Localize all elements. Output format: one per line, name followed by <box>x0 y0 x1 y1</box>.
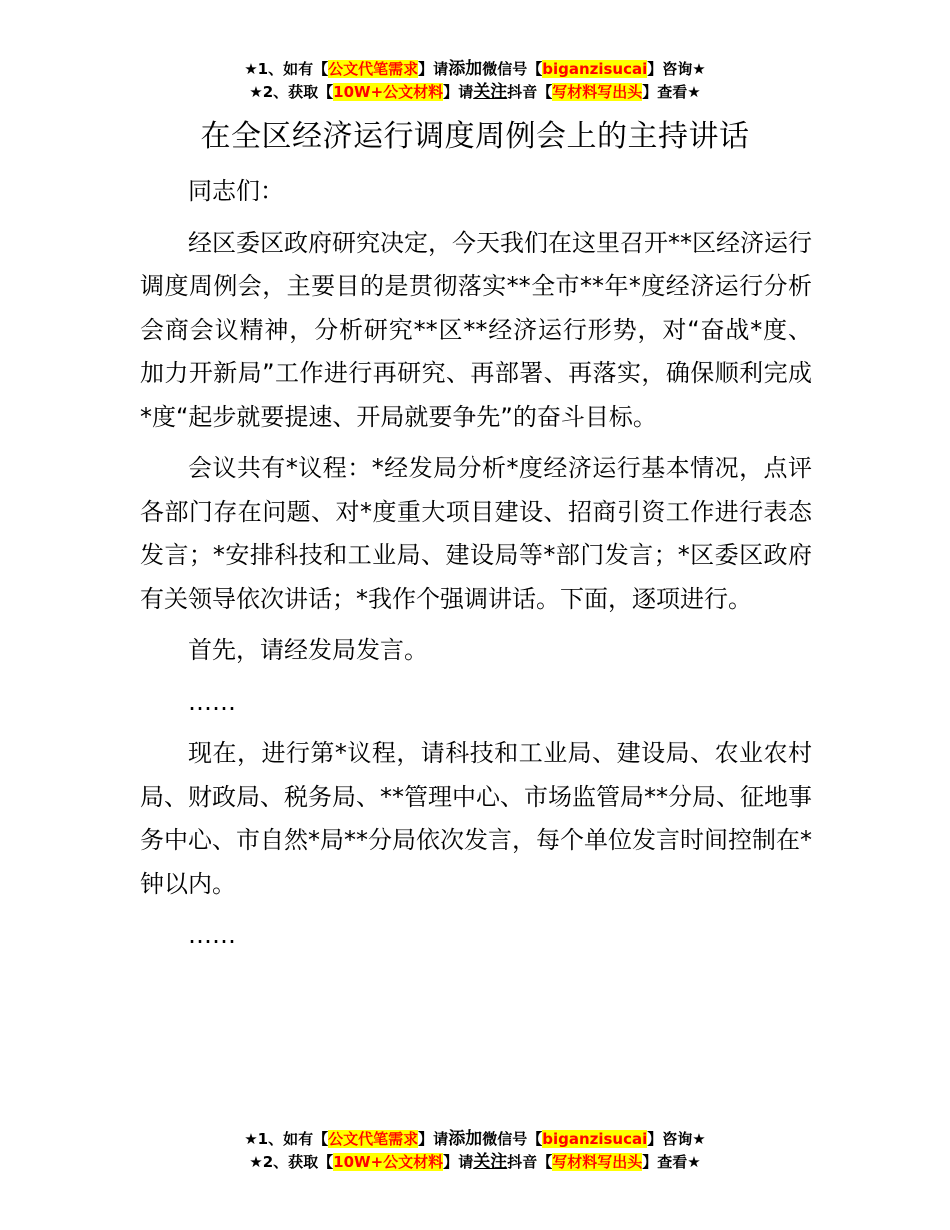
paragraph-purpose: 经区委区政府研究决定，今天我们在这里召开**区经济运行调度周例会，主要目的是贯彻落实**全市**年*度经济运行分析会商会议精神，分析研究**区**经济运行形势，对“奋战*度、加力开新局”工作进行再研究、再部署、再落实，确保顺利完成*度“起步就要提速、开局就要争先”的奋斗目标。 <box>140 228 812 431</box>
bracket-left: 【 <box>313 1130 329 1148</box>
bracket-left: 【 <box>318 83 334 101</box>
banner-prefix: ★2、获取 <box>249 1153 319 1171</box>
highlight-materials: 10W+公文材料 <box>333 83 444 101</box>
banner-suffix: 咨询★ <box>662 1130 706 1148</box>
bracket-right: 】 <box>418 1130 434 1148</box>
banner-line-2 <box>0 81 950 104</box>
banner-emphasis: 关注 <box>473 82 508 102</box>
bracket-right: 】 <box>443 1153 459 1171</box>
banner-prefix: ★1、如有 <box>244 1130 314 1148</box>
highlight-ghostwriting: 公文代笔需求 <box>328 1130 419 1148</box>
banner-text: 请 <box>433 60 449 78</box>
highlight-douyin-account: 写材料写出头 <box>552 1153 643 1171</box>
document-body <box>140 170 812 966</box>
bracket-right: 】 <box>647 60 663 78</box>
document-title: 在全区经济运行调度周例会上的主持讲话 <box>200 119 750 154</box>
banner-suffix: 查看★ <box>657 83 701 101</box>
highlight-wechat-id: biganzisucai <box>542 1130 648 1148</box>
banner-text: 微信号 <box>482 1130 528 1148</box>
banner-prefix: ★1、如有 <box>244 60 314 78</box>
paragraph-second-agenda: 现在，进行第*议程，请科技和工业局、建设局、农业农村局、财政局、税务局、**管理中心、市场监管局**分局、征地事务中心、市自然*局**分局依次发言，每个单位发言时间控制在*钟以内。 <box>140 739 812 898</box>
bracket-left: 【 <box>318 1153 334 1171</box>
bracket-right: 】 <box>642 1153 658 1171</box>
highlight-wechat-id: biganzisucai <box>542 60 648 78</box>
header-banner <box>0 58 950 104</box>
paragraph-agenda: 会议共有*议程：*经发局分析*度经济运行基本情况，点评各部门存在问题、对*度重大项目建设、招商引资工作进行表态发言；*安排科技和工业局、建设局等*部门发言；*区委区政府有关领导依次讲话；*我作个强调讲话。下面，逐项进行。 <box>140 454 812 613</box>
ellipsis: …… <box>188 921 236 949</box>
highlight-ghostwriting: 公文代笔需求 <box>328 60 419 78</box>
banner-line-1 <box>0 1128 950 1151</box>
highlight-douyin-account: 写材料写出头 <box>552 83 643 101</box>
banner-text: 抖音 <box>507 83 538 101</box>
banner-text: 请 <box>433 1130 449 1148</box>
banner-emphasis: 添加 <box>448 1129 483 1149</box>
banner-text: 请 <box>458 1153 474 1171</box>
banner-line-1 <box>0 58 950 81</box>
bracket-right: 】 <box>443 83 459 101</box>
footer-banner <box>0 1128 950 1174</box>
bracket-left: 【 <box>537 1153 553 1171</box>
bracket-left: 【 <box>313 60 329 78</box>
highlight-materials: 10W+公文材料 <box>333 1153 444 1171</box>
bracket-left: 【 <box>527 1130 543 1148</box>
ellipsis: …… <box>188 687 236 716</box>
banner-suffix: 查看★ <box>657 1153 701 1171</box>
bracket-right: 】 <box>642 83 658 101</box>
banner-suffix: 咨询★ <box>662 60 706 78</box>
banner-line-2 <box>0 1151 950 1174</box>
banner-text: 微信号 <box>482 60 528 78</box>
banner-prefix: ★2、获取 <box>249 83 319 101</box>
salutation: 同志们： <box>188 177 284 205</box>
bracket-left: 【 <box>537 83 553 101</box>
banner-emphasis: 关注 <box>473 1152 508 1172</box>
banner-text: 请 <box>458 83 474 101</box>
bracket-right: 】 <box>418 60 434 78</box>
bracket-left: 【 <box>527 60 543 78</box>
banner-text: 抖音 <box>507 1153 538 1171</box>
banner-emphasis: 添加 <box>448 59 483 79</box>
paragraph-first-speaker: 首先，请经发局发言。 <box>188 636 428 664</box>
bracket-right: 】 <box>647 1130 663 1148</box>
